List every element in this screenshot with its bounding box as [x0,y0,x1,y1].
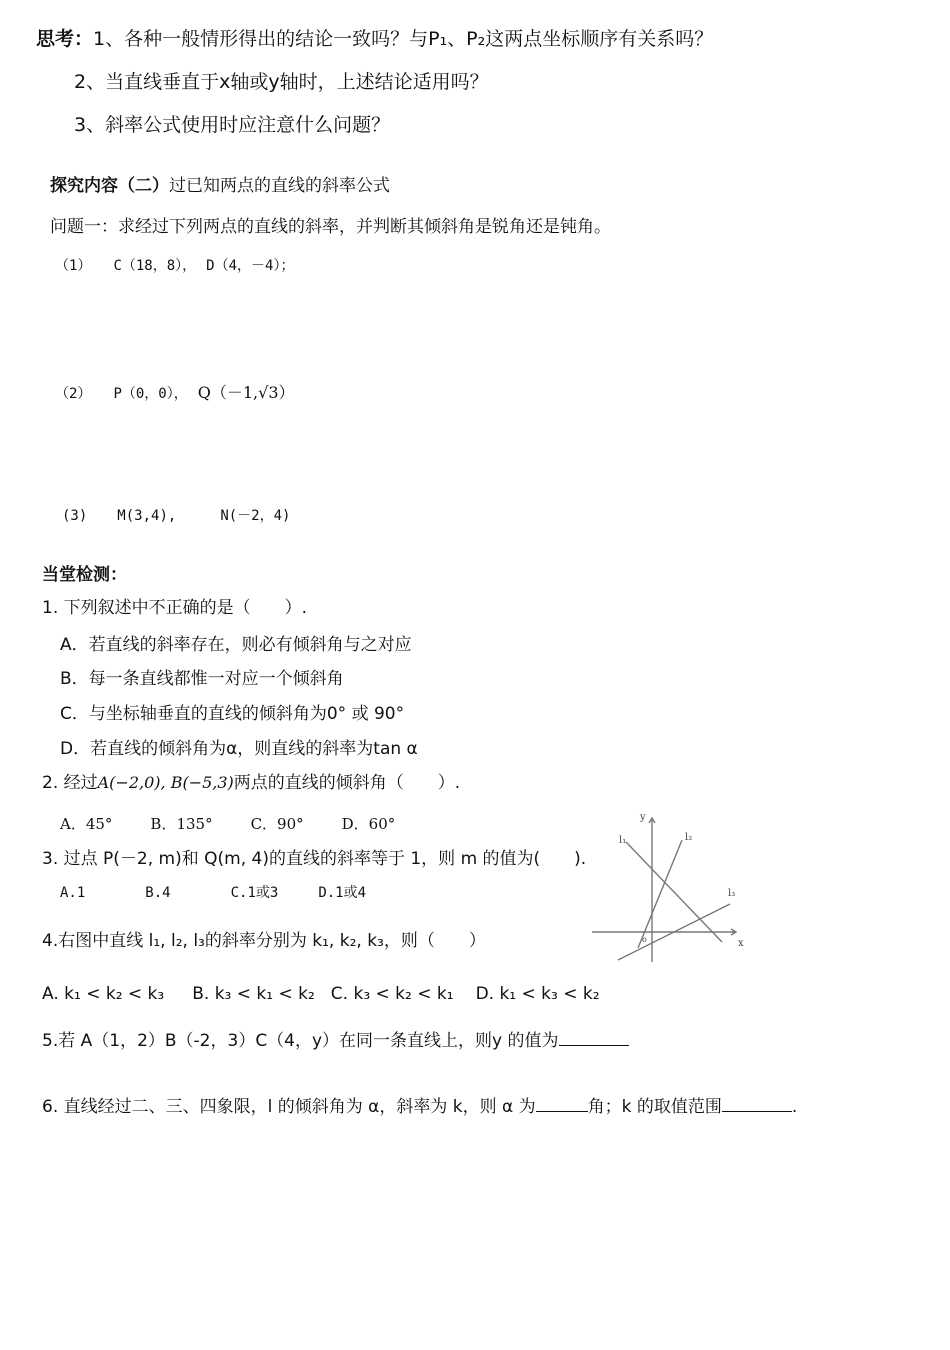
q2-option-d: D．60° [341,815,396,833]
y-axis-label: y [640,812,646,823]
q3-option-d: D.1或4 [318,885,367,901]
label-l1: l₁ [619,835,627,846]
explore-item-2 [55,383,295,403]
item-point-p: P（0，0）， [113,386,188,402]
explore-item-3 [62,508,290,525]
check-heading: 当堂检测： [42,565,127,585]
q1-option-c: C．与坐标轴垂直的直线的倾斜角为0° 或 90° [60,704,405,724]
item-point-m: M(3,4), [117,508,177,524]
q6-post: . [791,1097,798,1117]
explore-heading [50,176,390,196]
q4-option-b: B. k₃ < k₁ < k₂ [192,984,315,1004]
q4-stem: 4.右图中直线 l₁, l₂, l₃的斜率分别为 k₁, k₂, k₃，则（ ） [42,931,486,951]
q4-options [42,984,600,1004]
lines-figure [588,812,748,967]
q1-option-d: D．若直线的倾斜角为α，则直线的斜率为tan α [60,739,418,759]
item-point-d: D（4，－4）； [206,258,295,274]
q6-range-blank[interactable] [722,1097,792,1112]
q6-angle-blank[interactable] [536,1097,588,1112]
q4-option-a: A. k₁ < k₂ < k₃ [42,984,165,1004]
think-q2: 2、当直线垂直于x轴或y轴时，上述结论适用吗？ [74,71,489,93]
q3-option-b: B.4 [145,885,171,901]
item-number: (3) [62,508,88,524]
q5-answer-blank[interactable] [559,1031,629,1046]
q1-option-b: B．每一条直线都惟一对应一个倾斜角 [60,669,344,689]
q3-stem: 3. 过点 P(－2, m)和 Q(m, 4)的直线的斜率等于 1，则 m 的值为( ). [42,849,587,869]
q1-stem: 1. 下列叙述中不正确的是（ ）. [42,598,308,618]
think-q1: 1、各种一般情形得出的结论一致吗？与P₁、P₂这两点坐标顺序有关系吗？ [93,28,714,50]
item-number: （2） [55,386,92,402]
q2-stem [42,773,460,793]
item-point-c: C（18，8）， [113,258,197,274]
q2-points: A(−2,0), B(−5,3) [97,773,234,792]
item-number: （1） [55,258,92,274]
q2-option-b: B．135° [150,815,213,833]
q4-option-c: C. k₃ < k₂ < k₁ [330,984,454,1004]
think-q3: 3、斜率公式使用时应注意什么问题？ [74,114,391,136]
label-l3: l₃ [728,888,736,899]
origin-label: o [642,935,647,944]
explore-item-1 [55,258,294,275]
think-line-1 [36,28,713,51]
q2-stem-post: 两点的直线的倾斜角（ ）. [233,773,461,793]
explore-problem: 问题一：求经过下列两点的直线的斜率，并判断其倾斜角是锐角还是钝角。 [50,217,611,237]
line-l1 [626,842,722,942]
q2-option-a: A．45° [60,815,113,833]
figure-lines [592,818,736,962]
q6 [42,1097,797,1117]
q2-stem-pre: 2. 经过 [42,773,98,793]
q6-mid: 角；k 的取值范围 [587,1097,722,1117]
label-l2: l₂ [685,832,693,843]
q3-option-c: C.1或3 [230,885,279,901]
q6-pre: 6. 直线经过二、三、四象限，l 的倾斜角为 α，斜率为 k，则 α 为 [42,1097,536,1117]
item-point-q: Q（－1,√3） [197,383,295,402]
q2-options [60,815,395,833]
item-point-n: N(－2，4) [220,508,291,524]
think-label: 思考： [36,28,94,50]
q4-option-d: D. k₁ < k₃ < k₂ [475,984,600,1004]
explore-label: 探究内容（二） [50,176,169,196]
q5-stem: 5.若 A（1，2）B（-2，3）C（4，y）在同一条直线上，则y 的值为 [42,1031,559,1051]
x-axis-label: x [738,938,744,949]
q3-option-a: A.1 [60,885,86,901]
q2-option-c: C．90° [250,815,304,833]
q1-option-a: A．若直线的斜率存在，则必有倾斜角与之对应 [60,635,412,655]
q5 [42,1031,629,1051]
q3-options [60,885,366,902]
explore-title: 过已知两点的直线的斜率公式 [169,176,390,196]
